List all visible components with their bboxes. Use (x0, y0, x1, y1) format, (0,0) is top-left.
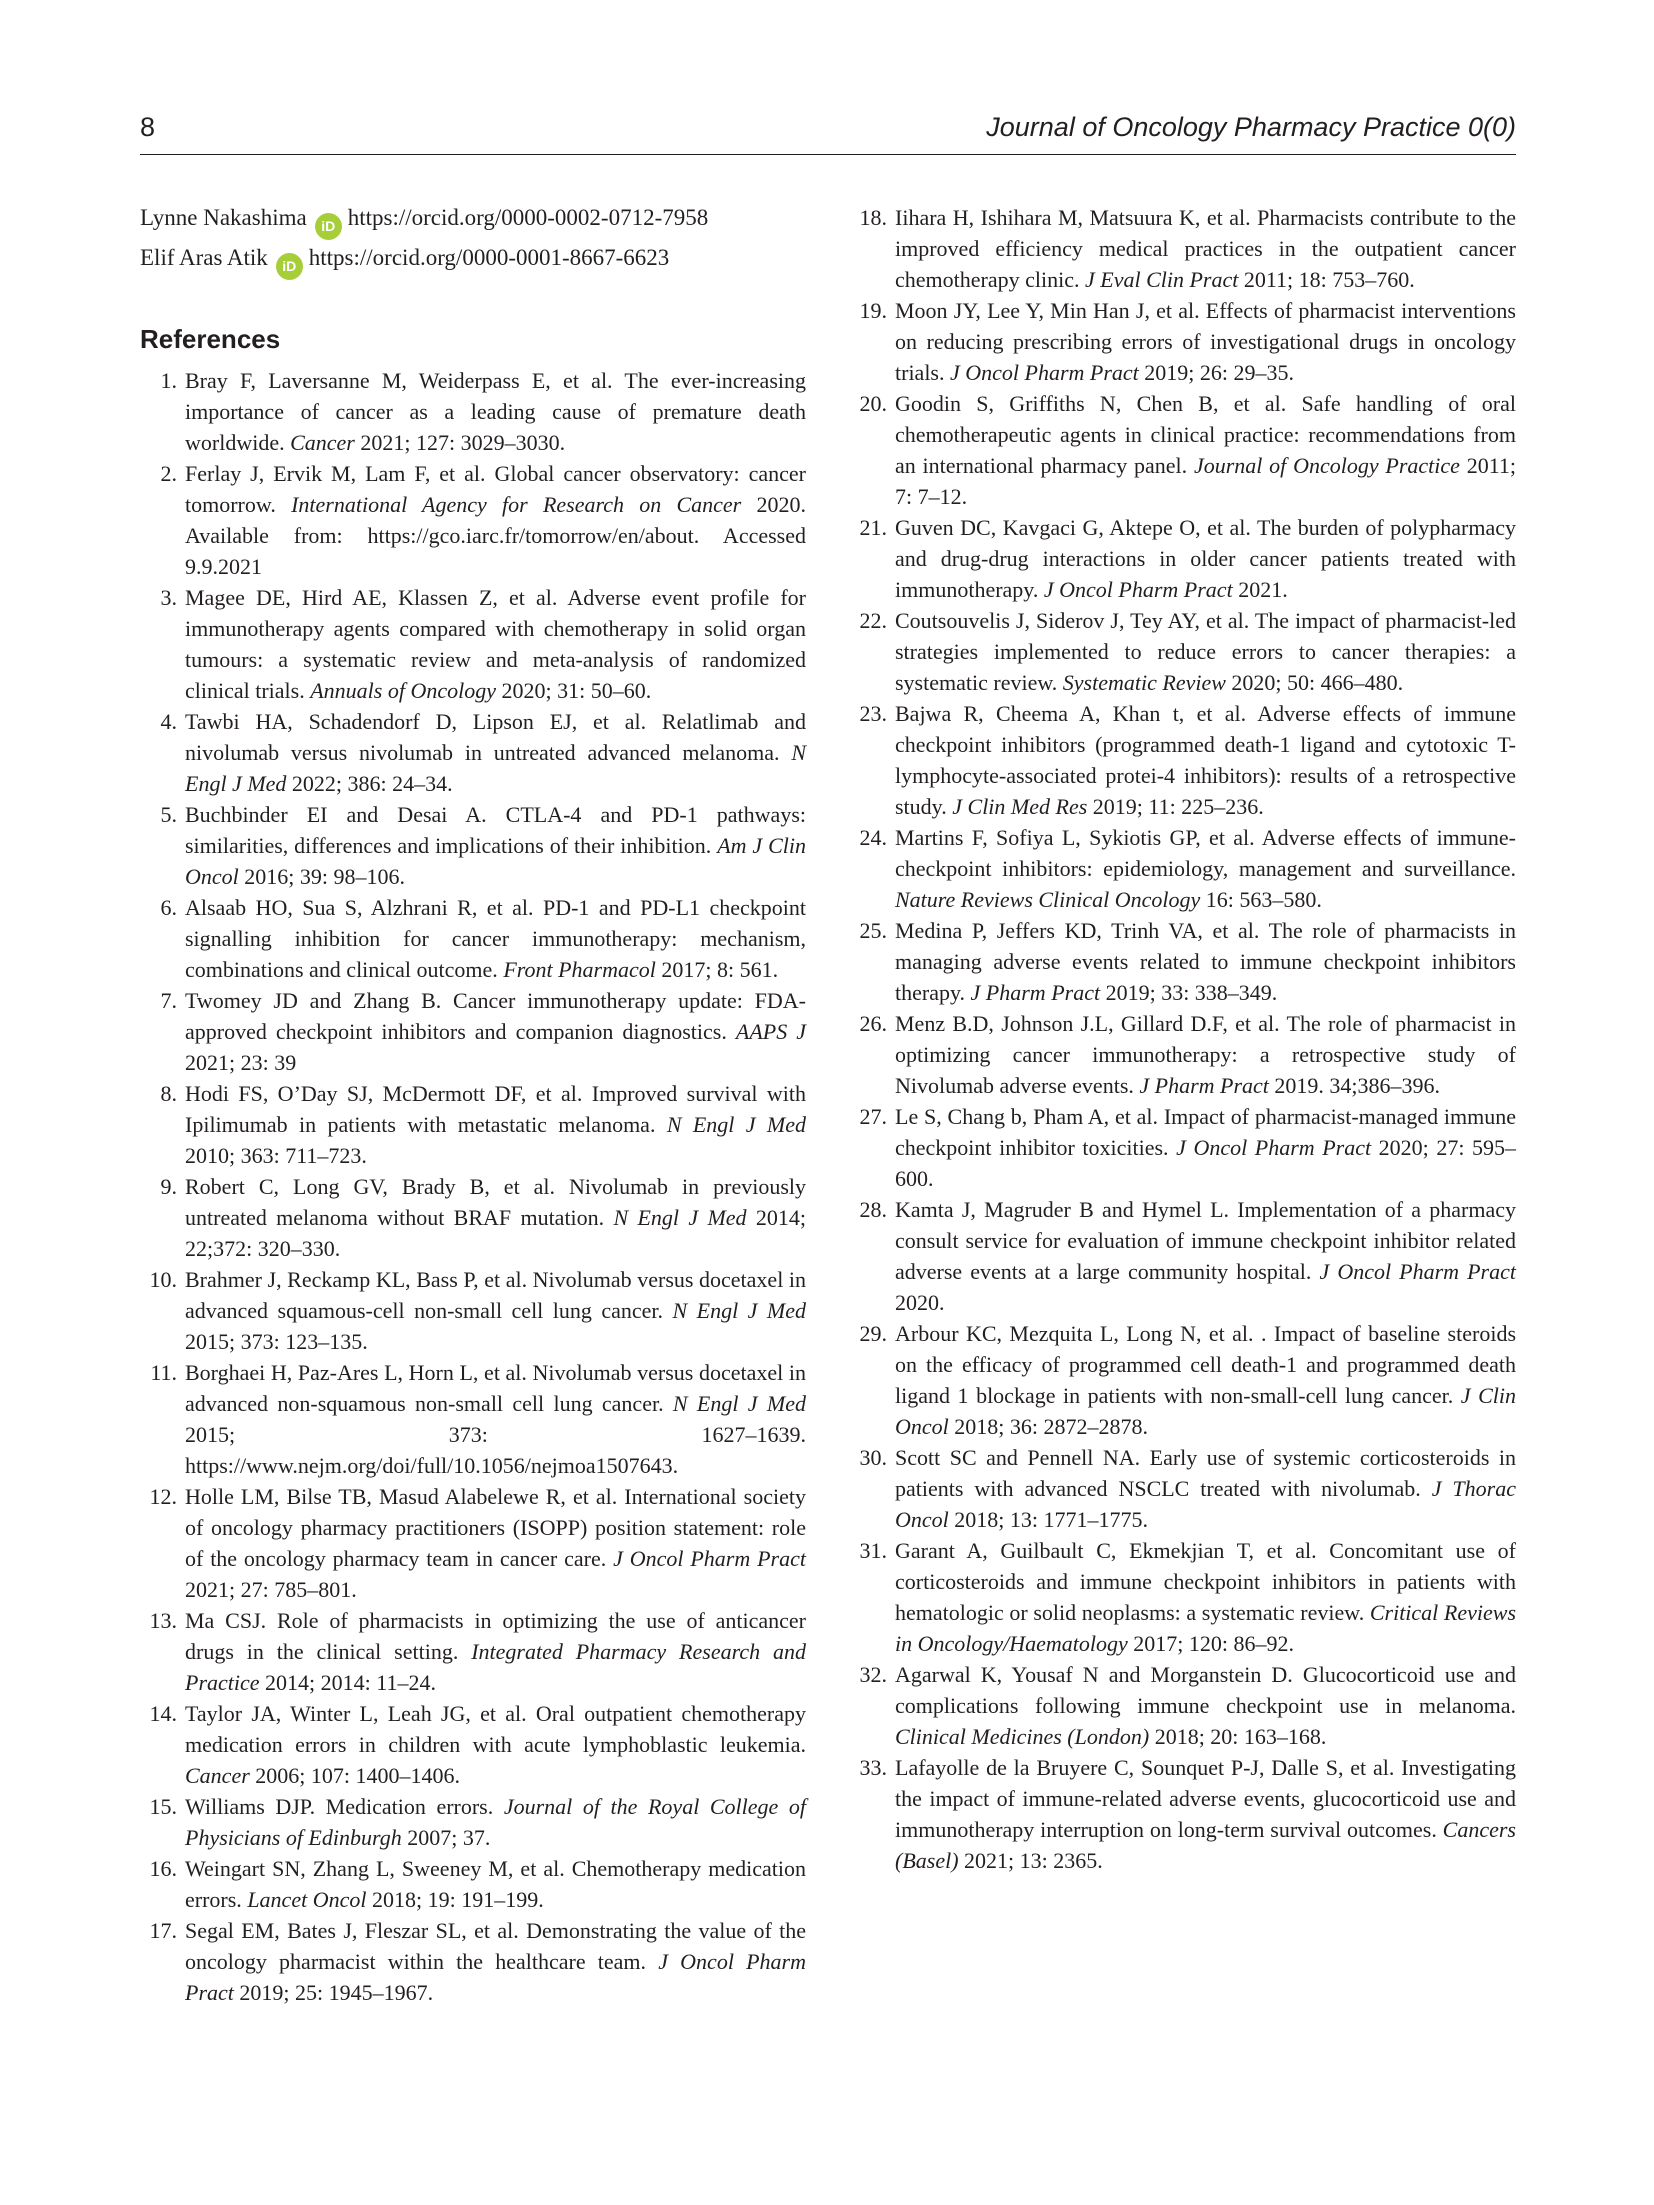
reference-item (850, 202, 1516, 295)
reference-number: 2. (160, 461, 177, 486)
reference-citation: 2021; 127: 3029–3030. (354, 430, 566, 455)
reference-number: 31. (859, 1538, 887, 1563)
reference-authors-title: Goodin S, Griffiths N, Chen B, et al. Safe handling of oral chemotherapeutic agents in clinical practice: recommendations from an international pharmacy panel. (895, 391, 1516, 478)
reference-text (895, 1755, 1516, 1873)
reference-item (850, 1101, 1516, 1194)
reference-citation: 2019; 25: 1945–1967. (233, 1980, 434, 2005)
reference-item (850, 512, 1516, 605)
reference-journal: Journal of the Royal College of Physicians of Edinburgh (185, 1794, 806, 1850)
reference-item (140, 582, 806, 706)
reference-text (895, 391, 1516, 509)
page-header (140, 112, 1516, 152)
reference-text (185, 1484, 806, 1602)
reference-citation: 2017; 8: 561. (655, 957, 779, 982)
orcid-icon: iD (315, 213, 342, 240)
reference-journal: J Clin Oncol (895, 1383, 1516, 1439)
reference-item (140, 1791, 806, 1853)
reference-text (185, 1174, 806, 1261)
reference-text (185, 1360, 806, 1478)
reference-authors-title: Robert C, Long GV, Brady B, et al. Nivolumab in previously untreated melanoma without BRAF mutation. (185, 1174, 806, 1230)
reference-item (850, 1535, 1516, 1659)
reference-text (895, 1538, 1516, 1656)
orcid-entry (140, 202, 806, 240)
reference-number: 9. (160, 1174, 177, 1199)
reference-number: 12. (149, 1484, 177, 1509)
reference-citation: 2010; 363: 711–723. (185, 1143, 367, 1168)
reference-item (140, 1915, 806, 2008)
header-rule (140, 154, 1516, 155)
reference-authors-title: Magee DE, Hird AE, Klassen Z, et al. Adverse event profile for immunotherapy agents compared with chemotherapy in solid organ tumours: a systematic review and meta-analysis of randomized clinical trials. (185, 585, 806, 703)
reference-journal: N Engl J Med (672, 1391, 806, 1416)
reference-number: 29. (859, 1321, 887, 1346)
reference-citation: 2020; 50: 466–480. (1225, 670, 1404, 695)
reference-text (185, 368, 806, 455)
reference-number: 27. (859, 1104, 887, 1129)
reference-authors-title: Kamta J, Magruder B and Hymel L. Implementation of a pharmacy consult service for evaluation of immune checkpoint inhibitor related adverse events at a large community hospital. (895, 1197, 1516, 1284)
reference-authors-title: Guven DC, Kavgaci G, Aktepe O, et al. The burden of polypharmacy and drug-drug interactions in older cancer patients treated with immunotherapy. (895, 515, 1516, 602)
reference-item (850, 915, 1516, 1008)
reference-journal: J Clin Med Res (952, 794, 1088, 819)
reference-authors-title: Buchbinder EI and Desai A. CTLA-4 and PD-1 pathways: similarities, differences and implications of their inhibition. (185, 802, 806, 858)
reference-journal: J Oncol Pharm Pract (185, 1949, 806, 2005)
reference-number: 28. (859, 1197, 887, 1222)
reference-journal: Journal of Oncology Practice (1193, 453, 1460, 478)
reference-number: 21. (859, 515, 887, 540)
reference-authors-title: Agarwal K, Yousaf N and Morganstein D. Glucocorticoid use and complications following immune checkpoint use in melanoma. (895, 1662, 1516, 1718)
reference-journal: Integrated Pharmacy Research and Practice (185, 1639, 806, 1695)
reference-citation: 2018; 13: 1771–1775. (948, 1507, 1148, 1532)
reference-journal: AAPS J (735, 1019, 806, 1044)
reference-text (895, 825, 1516, 912)
reference-item (140, 458, 806, 582)
reference-item (140, 1264, 806, 1357)
orcid-link[interactable]: https://orcid.org/0000-0001-8667-6623 (308, 245, 670, 270)
reference-citation: 2018; 20: 163–168. (1149, 1724, 1327, 1749)
reference-text (185, 461, 806, 579)
reference-item (140, 1357, 806, 1481)
reference-item (850, 1318, 1516, 1442)
reference-authors-title: Scott SC and Pennell NA. Early use of systemic corticosteroids in patients with advanced NSCLC treated with nivolumab. (895, 1445, 1516, 1501)
reference-authors-title: Weingart SN, Zhang L, Sweeney M, et al. Chemotherapy medication errors. (185, 1856, 806, 1912)
reference-journal: Clinical Medicines (London) (895, 1724, 1150, 1749)
reference-authors-title: Alsaab HO, Sua S, Alzhrani R, et al. PD-1 and PD-L1 checkpoint signalling inhibition for cancer immunotherapy: mechanism, combinations and clinical outcome. (185, 895, 806, 982)
reference-text (185, 1918, 806, 2005)
reference-journal: Critical Reviews in Oncology/Haematology (895, 1600, 1517, 1656)
reference-journal: N Engl J Med (613, 1205, 747, 1230)
reference-citation: 2019; 11: 225–236. (1087, 794, 1264, 819)
reference-list-right (850, 202, 1516, 1876)
reference-text (185, 1794, 806, 1850)
reference-authors-title: Bray F, Laversanne M, Weiderpass E, et al. The ever-increasing importance of cancer as a leading cause of premature death worldwide. (185, 368, 806, 455)
reference-number: 3. (160, 585, 177, 610)
reference-citation: 2018; 19: 191–199. (366, 1887, 544, 1912)
reference-citation: 2016; 39: 98–106. (238, 864, 405, 889)
reference-authors-title: Twomey JD and Zhang B. Cancer immunotherapy update: FDA-approved checkpoint inhibitors and companion diagnostics. (185, 988, 806, 1044)
reference-authors-title: Taylor JA, Winter L, Leah JG, et al. Oral outpatient chemotherapy medication errors in children with acute lymphoblastic leukemia. (185, 1701, 806, 1757)
reference-number: 24. (859, 825, 887, 850)
left-column (140, 202, 806, 2008)
reference-citation: 2020; 27: 595–600. (895, 1135, 1516, 1191)
reference-authors-title: Medina P, Jeffers KD, Trinh VA, et al. The role of pharmacists in managing adverse events related to immune checkpoint inhibitors therapy. (895, 918, 1516, 1005)
reference-text (895, 701, 1516, 819)
reference-citation: 2020. (895, 1290, 945, 1315)
reference-authors-title: Hodi FS, O’Day SJ, McDermott DF, et al. Improved survival with Ipilimumab in patients with metastatic melanoma. (185, 1081, 806, 1137)
reference-journal: Cancer (290, 430, 355, 455)
reference-number: 10. (149, 1267, 177, 1292)
reference-citation: 2019; 33: 338–349. (1100, 980, 1278, 1005)
reference-authors-title: Borghaei H, Paz-Ares L, Horn L, et al. Nivolumab versus docetaxel in advanced non-squamous non-small cell lung cancer. (185, 1360, 806, 1416)
reference-journal: Am J Clin Oncol (185, 833, 806, 889)
reference-item (850, 1442, 1516, 1535)
reference-citation: 2017; 120: 86–92. (1127, 1631, 1295, 1656)
reference-authors-title: Tawbi HA, Schadendorf D, Lipson EJ, et al. Relatlimab and nivolumab versus nivolumab in untreated advanced melanoma. (185, 709, 806, 765)
reference-item (140, 1853, 806, 1915)
reference-citation: 2021; 27: 785–801. (185, 1577, 357, 1602)
reference-citation: 2014; 2014: 11–24. (259, 1670, 436, 1695)
reference-text (895, 298, 1516, 385)
reference-number: 4. (160, 709, 177, 734)
reference-citation: 2022; 386: 24–34. (286, 771, 453, 796)
reference-item (850, 295, 1516, 388)
reference-authors-title: Menz B.D, Johnson J.L, Gillard D.F, et al. The role of pharmacist in optimizing cancer immunotherapy: a retrospective study of Nivolumab adverse events. (895, 1011, 1516, 1098)
reference-number: 7. (160, 988, 177, 1013)
reference-number: 19. (859, 298, 887, 323)
reference-citation: 2021; 23: 39 (185, 1050, 297, 1075)
reference-journal: J Pharm Pract (1139, 1073, 1269, 1098)
reference-text (895, 1011, 1516, 1098)
reference-item (140, 706, 806, 799)
reference-journal: J Thorac Oncol (895, 1476, 1516, 1532)
reference-number: 11. (150, 1360, 177, 1385)
reference-authors-title: Segal EM, Bates J, Fleszar SL, et al. Demonstrating the value of the oncology pharmacist within the healthcare team. (185, 1918, 806, 1974)
reference-item (140, 892, 806, 985)
right-column (850, 202, 1516, 1876)
reference-text (185, 1267, 806, 1354)
reference-number: 32. (859, 1662, 887, 1687)
reference-number: 18. (859, 205, 887, 230)
reference-authors-title: Moon JY, Lee Y, Min Han J, et al. Effects of pharmacist interventions on reducing prescribing errors of investigational drugs in oncology trials. (895, 298, 1516, 385)
reference-journal: Cancers (Basel) (895, 1817, 1516, 1873)
reference-journal: J Oncol Pharm Pract (1043, 577, 1233, 602)
references-heading: References (140, 324, 281, 354)
reference-citation: 2011; 7: 7–12. (895, 453, 1516, 509)
reference-item (850, 388, 1516, 512)
reference-citation: 2011; 18: 753–760. (1238, 267, 1415, 292)
reference-text (895, 1445, 1516, 1532)
reference-text (185, 1608, 806, 1695)
author-name: Lynne Nakashima (140, 205, 307, 230)
reference-number: 30. (859, 1445, 887, 1470)
reference-authors-title: Holle LM, Bilse TB, Masud Alabelewe R, et al. International society of oncology pharmacy practitioners (ISOPP) position statement: role of the oncology pharmacy team in cancer care. (185, 1484, 806, 1571)
reference-item (140, 365, 806, 458)
reference-text (895, 515, 1516, 602)
reference-citation: 2019. 34;386–396. (1268, 1073, 1441, 1098)
reference-citation: 2021. (1232, 577, 1288, 602)
reference-citation: 2018; 36: 2872–2878. (948, 1414, 1148, 1439)
reference-authors-title: Lafayolle de la Bruyere C, Sounquet P-J, Dalle S, et al. Investigating the impact of immune-related adverse events, glucocorticoid use and immunotherapy interruption on long-term survival outcomes. (895, 1755, 1516, 1842)
reference-item (850, 1194, 1516, 1318)
reference-number: 20. (859, 391, 887, 416)
reference-journal: J Oncol Pharm Pract (1319, 1259, 1516, 1284)
reference-text (895, 918, 1516, 1005)
reference-text (895, 608, 1516, 695)
reference-list-left (140, 365, 806, 2008)
reference-item (140, 1698, 806, 1791)
reference-authors-title: Ma CSJ. Role of pharmacists in optimizing the use of anticancer drugs in the clinical setting. (185, 1608, 806, 1664)
reference-item (850, 1659, 1516, 1752)
reference-citation: 2020. Available from: https://gco.iarc.fr/tomorrow/en/about. Accessed 9.9.2021 (185, 492, 806, 579)
reference-text (185, 1701, 806, 1788)
reference-item (140, 1481, 806, 1605)
reference-journal: Annuals of Oncology (310, 678, 496, 703)
reference-item (850, 822, 1516, 915)
reference-text (185, 895, 806, 982)
reference-authors-title: Garant A, Guilbault C, Ekmekjian T, et al. Concomitant use of corticosteroids and immune checkpoint inhibitors in patients with hematologic or solid neoplasms: a systematic review. (895, 1538, 1516, 1625)
reference-journal: N Engl J Med (672, 1298, 806, 1323)
reference-item (850, 605, 1516, 698)
reference-text (185, 802, 806, 889)
reference-item (140, 985, 806, 1078)
reference-number: 6. (160, 895, 177, 920)
reference-authors-title: Iihara H, Ishihara M, Matsuura K, et al. Pharmacists contribute to the improved efficiency medical practices in the outpatient cancer chemotherapy clinic. (895, 205, 1516, 292)
reference-citation: 2015; 373: 123–135. (185, 1329, 368, 1354)
reference-text (895, 1321, 1516, 1439)
reference-number: 22. (859, 608, 887, 633)
reference-journal: Systematic Review (1062, 670, 1226, 695)
reference-number: 16. (149, 1856, 177, 1881)
reference-citation: 2020; 31: 50–60. (496, 678, 652, 703)
reference-number: 17. (149, 1918, 177, 1943)
reference-text (895, 1197, 1516, 1315)
reference-number: 5. (160, 802, 177, 827)
reference-number: 26. (859, 1011, 887, 1036)
orcid-link[interactable]: https://orcid.org/0000-0002-0712-7958 (347, 205, 709, 230)
reference-number: 23. (859, 701, 887, 726)
reference-citation: 2019; 26: 29–35. (1138, 360, 1295, 385)
orcid-entry (140, 242, 806, 280)
reference-citation: 2015; 373: 1627–1639. https://www.nejm.org/doi/full/10.1056/nejmoa1507643. (185, 1422, 806, 1478)
reference-text (895, 1662, 1516, 1749)
reference-authors-title: Arbour KC, Mezquita L, Long N, et al. . Impact of baseline steroids on the efficacy of programmed cell death-1 and programmed death ligand 1 blockage in patients with non-small-cell lung cancer. (895, 1321, 1516, 1408)
reference-authors-title: Ferlay J, Ervik M, Lam F, et al. Global cancer observatory: cancer tomorrow. (185, 461, 806, 517)
author-name: Elif Aras Atik (140, 245, 268, 270)
reference-citation: 2014; 22;372: 320–330. (185, 1205, 806, 1261)
reference-journal: Nature Reviews Clinical Oncology (895, 887, 1201, 912)
reference-journal: Cancer (185, 1763, 250, 1788)
reference-text (185, 1081, 806, 1168)
reference-journal: J Oncol Pharm Pract (950, 360, 1139, 385)
reference-authors-title: Martins F, Sofiya L, Sykiotis GP, et al. Adverse effects of immune-checkpoint inhibitors: epidemiology, management and surveillance. (895, 825, 1516, 881)
reference-text (895, 205, 1516, 292)
reference-authors-title: Bajwa R, Cheema A, Khan t, et al. Adverse effects of immune checkpoint inhibitors (programmed death-1 ligand and cytotoxic T-lymphocyte-associated protei-4 inhibitors): results of a retrospective study. (895, 701, 1516, 819)
reference-item (140, 1078, 806, 1171)
reference-number: 1. (160, 368, 177, 393)
reference-journal: J Eval Clin Pract (1084, 267, 1239, 292)
reference-citation: 16: 563–580. (1200, 887, 1322, 912)
reference-number: 33. (859, 1755, 887, 1780)
reference-item (140, 799, 806, 892)
reference-authors-title: Williams DJP. Medication errors. (185, 1794, 504, 1819)
reference-text (895, 1104, 1516, 1191)
reference-authors-title: Le S, Chang b, Pham A, et al. Impact of pharmacist-managed immune checkpoint inhibitor toxicities. (895, 1104, 1516, 1160)
reference-item (850, 1008, 1516, 1101)
reference-number: 15. (149, 1794, 177, 1819)
reference-text (185, 585, 806, 703)
reference-journal: International Agency for Research on Cancer (291, 492, 742, 517)
reference-text (185, 988, 806, 1075)
reference-item (140, 1605, 806, 1698)
reference-journal: J Pharm Pract (970, 980, 1101, 1005)
orcid-icon: iD (276, 253, 303, 280)
reference-item (140, 1171, 806, 1264)
reference-citation: 2006; 107: 1400–1406. (249, 1763, 460, 1788)
reference-journal: N Engl J Med (185, 740, 806, 796)
reference-text (185, 709, 806, 796)
reference-journal: N Engl J Med (666, 1112, 806, 1137)
reference-item (850, 698, 1516, 822)
page-number: 8 (140, 112, 156, 142)
reference-journal: Lancet Oncol (247, 1887, 367, 1912)
reference-journal: J Oncol Pharm Pract (1176, 1135, 1372, 1160)
reference-text (185, 1856, 806, 1912)
reference-journal: Front Pharmacol (503, 957, 656, 982)
reference-number: 13. (149, 1608, 177, 1633)
reference-citation: 2007; 37. (401, 1825, 491, 1850)
reference-authors-title: Coutsouvelis J, Siderov J, Tey AY, et al. The impact of pharmacist-led strategies implemented to reduce errors to cancer therapies: a systematic review. (895, 608, 1516, 695)
reference-number: 8. (160, 1081, 177, 1106)
journal-title: Journal of Oncology Pharmacy Practice 0(0) (986, 112, 1516, 142)
reference-authors-title: Brahmer J, Reckamp KL, Bass P, et al. Nivolumab versus docetaxel in advanced squamous-cell non-small cell lung cancer. (185, 1267, 806, 1323)
reference-number: 14. (149, 1701, 177, 1726)
reference-item (850, 1752, 1516, 1876)
reference-journal: J Oncol Pharm Pract (613, 1546, 806, 1571)
reference-citation: 2021; 13: 2365. (958, 1848, 1103, 1873)
reference-number: 25. (859, 918, 887, 943)
